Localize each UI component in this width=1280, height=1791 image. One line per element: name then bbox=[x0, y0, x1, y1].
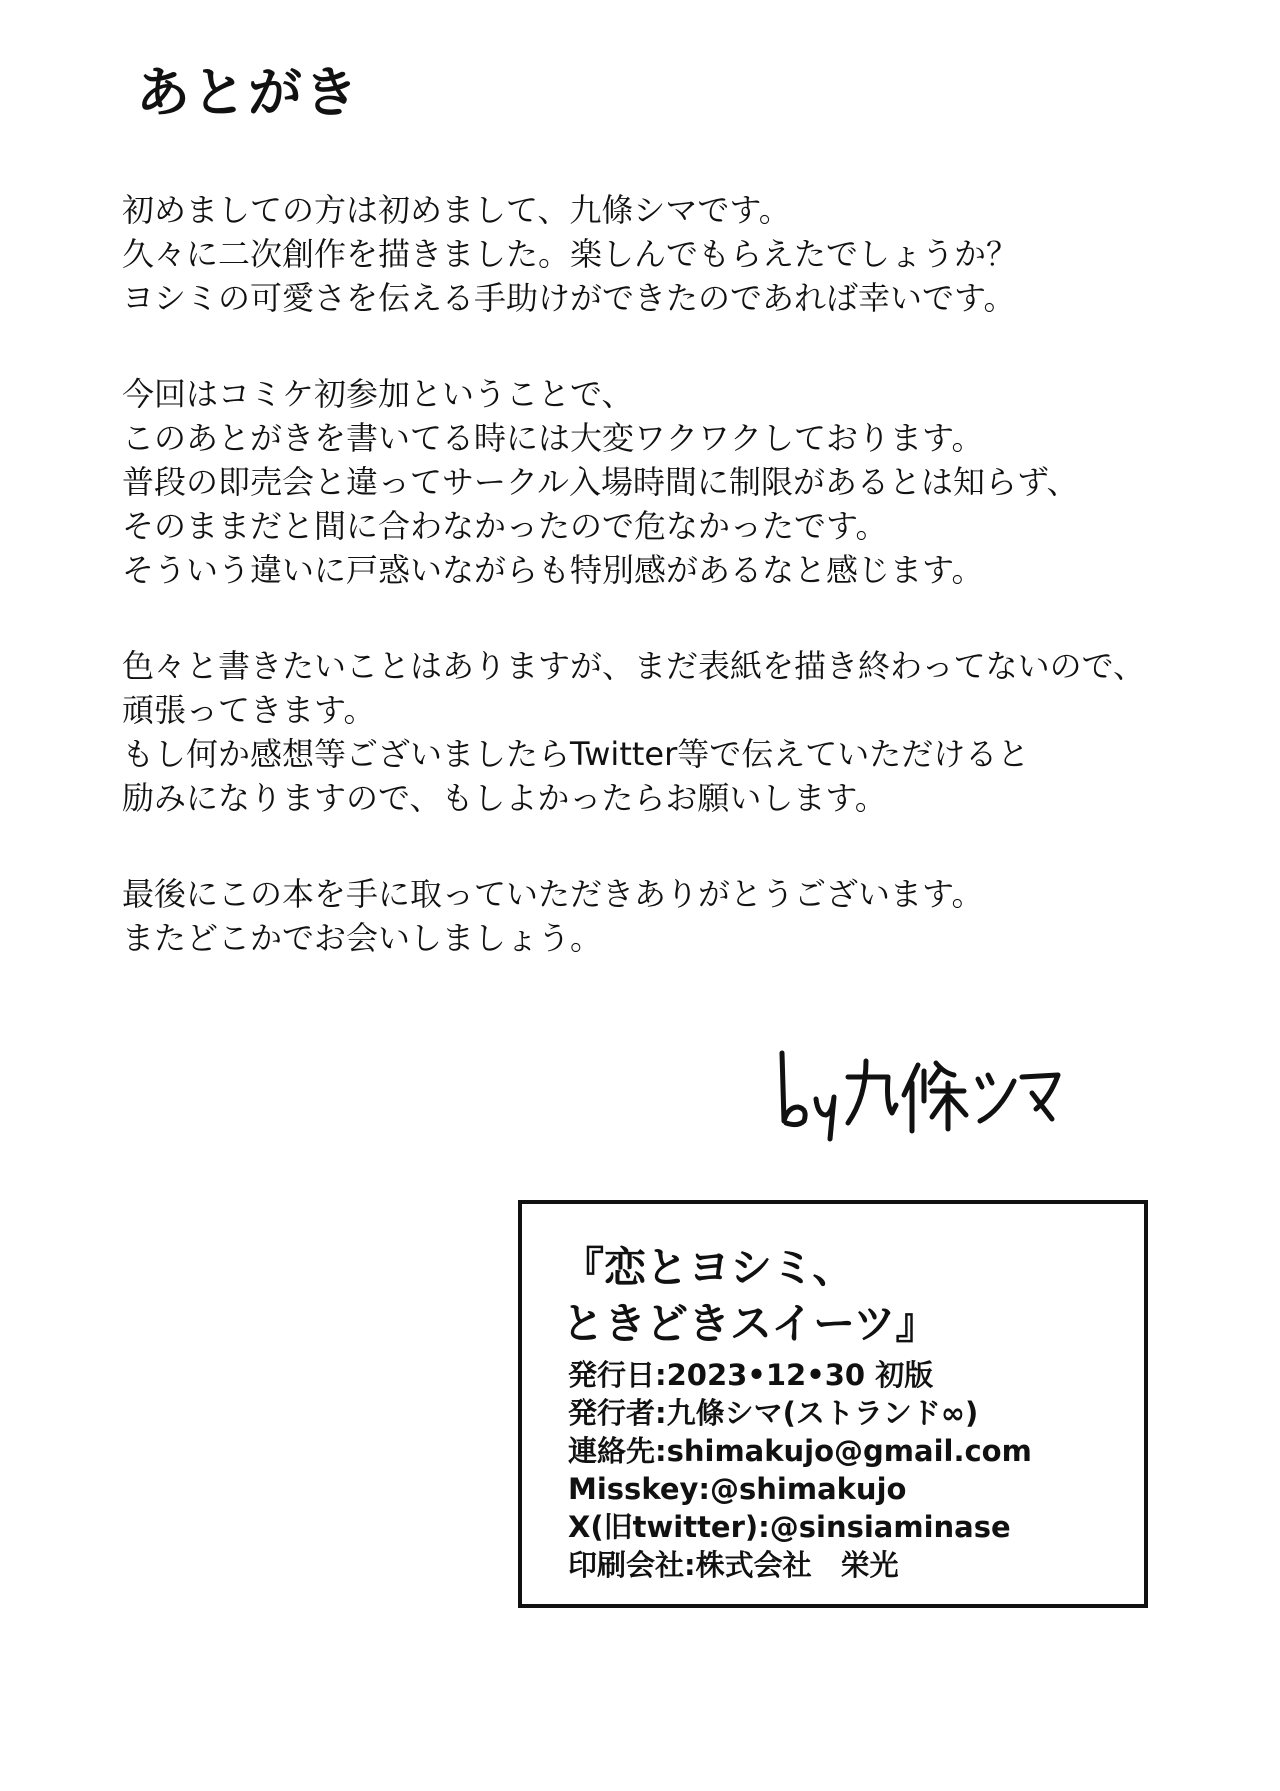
contact-email: 連絡先:shimakujo@gmail.com bbox=[568, 1434, 1032, 1468]
book-title-line: 『恋とヨシミ、 bbox=[562, 1243, 855, 1292]
paragraph-2 bbox=[122, 372, 1182, 592]
paragraph-3 bbox=[122, 644, 1182, 820]
paragraph-4 bbox=[122, 872, 1182, 960]
text-line: 初めましての方は初めまして、九條シマです。 bbox=[122, 191, 791, 229]
text-line: 久々に二次創作を描きました。楽しんでもらえたでしょうか？ bbox=[122, 235, 1019, 273]
text-line: 最後にこの本を手に取っていただきありがとうございます。 bbox=[122, 875, 984, 913]
text-line: もし何か感想等ございましたらTwitter等で伝えていただけると bbox=[122, 735, 1030, 773]
text-line: そのままだと間に合わなかったので危なかったです。 bbox=[122, 507, 888, 545]
book-title-line: ときどきスイーツ』 bbox=[562, 1299, 938, 1348]
text-line: 励みになりますので、もしよかったらお願いします。 bbox=[122, 779, 887, 817]
text-line: そういう違いに戸惑いながらも特別感があるなと感じます。 bbox=[122, 551, 984, 589]
publish-date: 発行日:2023•12•30 初版 bbox=[568, 1358, 934, 1392]
text-line: またどこかでお会いしましょう。 bbox=[122, 919, 603, 957]
page-title: あとがき bbox=[136, 61, 360, 124]
text-line: ヨシミの可愛さを伝える手助けができたのであれば幸いです。 bbox=[122, 279, 1016, 317]
text-line: 色々と書きたいことはありますが、まだ表紙を描き終わってないので、 bbox=[122, 647, 1146, 685]
misskey-handle: Misskey:@shimakujo bbox=[568, 1472, 907, 1506]
afterword-body bbox=[122, 188, 1182, 1012]
text-line: 頑張ってきます。 bbox=[122, 691, 376, 729]
printing-company: 印刷会社:株式会社 栄光 bbox=[568, 1548, 899, 1582]
publisher: 発行者:九條シマ(ストランド∞) bbox=[568, 1396, 979, 1430]
text-line: このあとがきを書いてる時には大変ワクワクしております。 bbox=[122, 419, 984, 457]
text-line: 普段の即売会と違ってサークル入場時間に制限があるとは知らず、 bbox=[122, 463, 1079, 501]
text-line: 今回はコミケ初参加ということで、 bbox=[122, 375, 634, 413]
colophon-box bbox=[518, 1200, 1148, 1608]
book-title bbox=[562, 1240, 937, 1352]
x-handle: X(旧twitter):@sinsiaminase bbox=[568, 1510, 1011, 1544]
paragraph-1 bbox=[122, 188, 1182, 320]
publication-info bbox=[568, 1356, 1032, 1584]
handwritten-signature bbox=[770, 1035, 1070, 1145]
